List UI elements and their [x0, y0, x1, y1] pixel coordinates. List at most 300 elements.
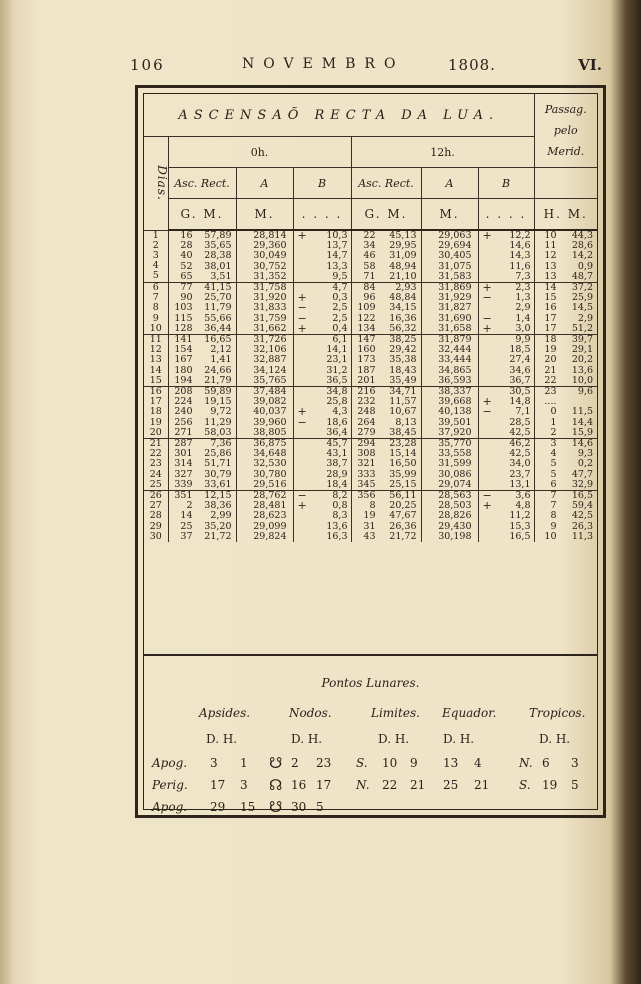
b-value-0h-num: 16,3	[326, 530, 348, 542]
a-value-0h: 30,780	[253, 468, 287, 480]
sign: +	[297, 405, 307, 419]
meridian-passage-deg: 13	[544, 270, 557, 282]
asc-rect-0h-min: 12,15	[204, 490, 232, 502]
a-value-0h: 38,805	[253, 426, 287, 438]
asc-rect-0h-deg: 351	[174, 490, 193, 502]
sign: +	[297, 499, 307, 513]
b-value-0h-num: 36,5	[326, 374, 348, 386]
sign	[479, 532, 497, 542]
day-number-cell	[144, 335, 168, 387]
day-group	[144, 335, 597, 387]
a-value-12h: 36,593	[438, 374, 472, 386]
asc-rect-12h-deg: 294	[357, 438, 376, 450]
day-number: 28	[149, 510, 162, 522]
day-number: 20	[149, 426, 162, 438]
sign	[294, 355, 312, 365]
asc-rect-0h-min: 25,70	[204, 292, 232, 304]
asc-rect-0h-min: 21,79	[204, 374, 232, 386]
asc-rect-12h-deg: 19	[363, 510, 376, 522]
meridian-passage-deg: 4	[550, 448, 557, 460]
pontos-no-h: 5	[316, 800, 324, 814]
meridian-passage-min: 15,9	[571, 426, 593, 438]
day-group	[144, 491, 597, 543]
meridian-passage-deg: 10	[544, 230, 557, 241]
asc-rect-0h-min: 38,36	[204, 500, 232, 512]
b-value-12h-num: 9,9	[515, 334, 531, 346]
meridian-passage-min: 42,5	[571, 510, 593, 522]
a-value-0h: 30,049	[253, 250, 287, 262]
asc-rect-12h-deg: 201	[357, 374, 376, 386]
asc-rect-12h-deg: 160	[357, 344, 376, 356]
year: 1808.	[448, 56, 496, 74]
asc-rect-0h-deg: 167	[174, 354, 193, 366]
meridian-passage-min: 25,9	[571, 292, 593, 304]
b-value-0h-num: 18,6	[326, 416, 348, 428]
a-value-0h: 30,752	[253, 260, 287, 272]
pontos-li-d: 22	[382, 778, 398, 792]
b-value-0h-num: 8,2	[332, 490, 348, 502]
equador-header: Equador.	[442, 706, 497, 720]
asc-rect-12h-deg: 345	[357, 478, 376, 490]
meridian-passage	[535, 532, 598, 542]
b-value-12h-num: 14,8	[509, 396, 531, 408]
meridian-passage-min: 48,7	[571, 270, 593, 282]
sign	[294, 366, 312, 376]
b-value-12h-num: 27,4	[509, 354, 531, 366]
asc-rect-12h-cell	[351, 387, 421, 439]
meridian-passage-deg: 3	[550, 438, 557, 450]
b-value-12h-cell	[478, 230, 534, 283]
pontos-ap-h: 1	[240, 756, 248, 770]
apsides-header: Apsides.	[199, 706, 251, 720]
a-value-12h: 37,920	[438, 426, 472, 438]
day-number: 11	[149, 334, 162, 346]
b-value-0h	[294, 321, 348, 335]
a-value-12h: 31,869	[438, 282, 472, 294]
day-number: 12	[149, 344, 162, 356]
a-value-0h: 28,481	[253, 500, 287, 512]
asc-rect-0h-min: 57,89	[204, 230, 232, 241]
meridian-passage-deg: 9	[550, 520, 557, 532]
meridian-passage-deg: 22	[544, 374, 557, 386]
col-b-header-0: B	[293, 168, 351, 199]
pontos-lim-s: S.	[356, 756, 368, 770]
a-value-12h: 31,658	[438, 322, 472, 334]
asc-rect-0h-min: 58,03	[204, 426, 232, 438]
a-value-12h: 28,563	[438, 490, 472, 502]
asc-rect-0h-deg: 339	[174, 478, 193, 490]
b-value-12h-num: 11,2	[509, 510, 531, 522]
meridian-passage-deg: 16	[544, 302, 557, 314]
sign	[479, 262, 497, 272]
meridian-passage-deg: 2	[550, 426, 557, 438]
asc-rect-12h-min: 11,57	[389, 396, 417, 408]
meridian-passage-deg: 17	[544, 322, 557, 334]
sign	[479, 251, 497, 261]
a-value-12h: 29,430	[438, 520, 472, 532]
b-value-12h	[479, 428, 531, 438]
sign	[479, 449, 497, 459]
meridian-passage-deg: 23	[544, 386, 557, 398]
meridian-passage-deg: 12	[544, 250, 557, 262]
sign	[294, 522, 312, 532]
meridian-passage-deg: 11	[544, 240, 557, 252]
asc-rect-12h-min: 29,42	[389, 344, 417, 356]
asc-rect-12h-min: 21,10	[389, 270, 417, 282]
a-value-12h: 31,827	[438, 302, 472, 314]
day-number: 24	[149, 468, 162, 480]
pontos-lim-s: N.	[356, 778, 370, 792]
sign	[479, 366, 497, 376]
b-value-0h-num: 14,1	[326, 344, 348, 356]
meridian-passage-min: 14,6	[571, 438, 593, 450]
pontos-ap-d: 29	[210, 800, 226, 814]
meridian-passage-min: 14,5	[571, 302, 593, 314]
a-value-0h: 40,037	[253, 406, 287, 418]
asc-rect-12h-min: 35,49	[389, 374, 417, 386]
day-number-cell	[144, 387, 168, 439]
pontos-row	[144, 800, 597, 818]
pontos-nodo-sym: ☋	[269, 754, 283, 772]
asc-rect-0h-deg: 301	[174, 448, 193, 460]
b-value-0h	[294, 272, 348, 282]
asc-rect-12h-deg: 333	[357, 468, 376, 480]
day-number: 6	[152, 282, 159, 294]
sign: +	[297, 291, 307, 305]
sign	[294, 387, 312, 397]
b-value-0h-num: 10,3	[326, 230, 348, 241]
meridian-passage-deg: 6	[550, 478, 557, 490]
pontos-lunares	[144, 654, 597, 816]
a-value-12h-cell	[421, 439, 478, 491]
meridian-passage-min: 0,2	[577, 458, 593, 470]
sign	[479, 418, 497, 428]
day-number: 8	[152, 302, 159, 314]
asc-rect-12h-min: 48,84	[389, 292, 417, 304]
pontos-tr-d: 6	[542, 756, 550, 770]
a-value-0h: 29,516	[253, 478, 287, 490]
sign	[294, 345, 312, 355]
meridian-passage-deg: 21	[544, 364, 557, 376]
meridian-passage-deg: 1	[550, 416, 557, 428]
sign: +	[482, 281, 492, 295]
meridian-passage-deg: 20	[544, 354, 557, 366]
a-value-0h: 34,124	[253, 364, 287, 376]
pontos-ap-d: 3	[210, 756, 218, 770]
b-value-0h-num: 43,1	[326, 448, 348, 460]
asc-rect-0h-min: 2,99	[210, 510, 232, 522]
pontos-ap-h: 15	[240, 800, 256, 814]
b-value-12h-num: 14,3	[509, 250, 531, 262]
b-value-0h-cell	[293, 439, 351, 491]
asc-rect-0h-deg: 28	[180, 240, 193, 252]
asc-rect-0h-deg: 271	[174, 426, 193, 438]
col-a-header-0: A	[236, 168, 293, 199]
meridian-passage-deg: 19	[544, 344, 557, 356]
sign	[294, 511, 312, 521]
b-value-12h-num: 34,0	[509, 458, 531, 470]
unit-hm: H. M.	[534, 199, 597, 231]
a-value-12h: 31,879	[438, 334, 472, 346]
pontos-label: Apog.	[152, 800, 188, 814]
pontos-dh-row	[144, 732, 597, 750]
asc-rect-0h-min: 19,15	[204, 396, 232, 408]
a-value-12h: 31,929	[438, 292, 472, 304]
asc-rect-0h-min: 30,79	[204, 468, 232, 480]
col-a-header-12: A	[421, 168, 478, 199]
b-value-12h-num: 1,3	[515, 292, 531, 304]
b-value-12h-num: 12,2	[509, 230, 531, 241]
a-value-12h-cell	[421, 283, 478, 335]
day-group	[144, 230, 597, 283]
b-value-12h	[479, 532, 531, 542]
b-value-12h-num: 36,7	[509, 374, 531, 386]
pontos-no-d: 2	[291, 756, 299, 770]
b-value-12h-num: 2,9	[515, 302, 531, 314]
meridian-passage-cell	[534, 491, 597, 543]
sign	[294, 335, 312, 345]
meridian-passage-min: 13,6	[571, 364, 593, 376]
table-body	[144, 230, 597, 542]
day-group	[144, 283, 597, 335]
meridian-passage-min: 32,9	[571, 478, 593, 490]
sign: +	[482, 321, 492, 335]
asc-rect-0h-deg: 208	[174, 386, 193, 398]
meridian-passage-deg: 0	[550, 406, 557, 418]
asc-rect-12h-min: 45,13	[389, 230, 417, 241]
meridian-passage-min: 11,5	[571, 406, 593, 418]
asc-rect-0h-cell	[168, 283, 236, 335]
asc-rect-12h-deg: 321	[357, 458, 376, 470]
asc-rect-0h-deg: 154	[174, 344, 193, 356]
a-value-12h-cell	[421, 230, 478, 283]
day-number: 16	[149, 386, 162, 398]
asc-rect-0h-min: 25,86	[204, 448, 232, 460]
asc-rect-12h-cell	[351, 491, 421, 543]
asc-rect-0h-deg: 115	[174, 312, 193, 324]
a-value-0h: 37,484	[253, 386, 287, 398]
a-value-0h: 29,360	[253, 240, 287, 252]
b-value-12h-cell	[478, 283, 534, 335]
pontos-ap-h: 3	[240, 778, 248, 792]
day-number: 13	[149, 354, 162, 366]
asc-rect-12h-min: 2,93	[395, 282, 417, 294]
asc-rect-0h-deg: 52	[180, 260, 193, 272]
day-number: 2	[152, 239, 159, 251]
asc-rect-0h-min: 35,65	[204, 240, 232, 252]
asc-rect-12h-min: 48,94	[389, 260, 417, 272]
a-value-12h-cell	[421, 387, 478, 439]
b-value-0h-num: 8,3	[332, 510, 348, 522]
day-group	[144, 439, 597, 491]
asc-rect-12h-deg: 84	[363, 282, 376, 294]
meridian-passage-min: 47,7	[571, 468, 593, 480]
sign	[294, 532, 312, 542]
a-value-12h: 39,501	[438, 416, 472, 428]
asc-rect-0h-deg: 40	[180, 250, 193, 262]
asc-rect-12h-min: 38,45	[389, 426, 417, 438]
asc-rect-12h-deg: 147	[357, 334, 376, 346]
sign	[479, 470, 497, 480]
b-value-0h-num: 23,1	[326, 354, 348, 366]
asc-rect-12h-deg: 46	[363, 250, 376, 262]
b-value-12h-num: 11,6	[509, 260, 531, 272]
asc-rect-0h-deg: 194	[174, 374, 193, 386]
asc-rect-12h-deg: 173	[357, 354, 376, 366]
sign	[479, 335, 497, 345]
a-value-0h: 28,762	[253, 490, 287, 502]
sign	[479, 355, 497, 365]
sign	[479, 459, 497, 469]
b-value-0h-cell	[293, 387, 351, 439]
a-value-12h: 40,138	[438, 406, 472, 418]
meridian-passage-deg: 13	[544, 260, 557, 272]
dh-tropicos: D. H.	[539, 732, 571, 746]
a-value-0h: 32,887	[253, 354, 287, 366]
day-number: 26	[149, 490, 162, 502]
pontos-title: Pontos Lunares.	[321, 676, 420, 690]
asc-rect-12h	[352, 480, 421, 490]
a-value-0h: 39,082	[253, 396, 287, 408]
asc-rect-0h	[169, 532, 236, 542]
day-number: 21	[149, 438, 162, 450]
b-value-12h-num: 14,6	[509, 240, 531, 252]
asc-rect-0h-deg: 224	[174, 396, 193, 408]
table-title: ASCENSAÕ RECTA DA LUA.	[144, 94, 534, 137]
a-value-0h: 28,814	[253, 230, 287, 241]
a-value-12h-cell	[421, 491, 478, 543]
asc-rect-0h-deg: 128	[174, 322, 193, 334]
pontos-nodo-sym: ☋	[269, 798, 283, 816]
asc-rect-12h-deg: 34	[363, 240, 376, 252]
asc-rect-header-0: Asc. Rect.	[168, 168, 236, 199]
day-number: 14	[149, 364, 162, 376]
b-value-0h-cell	[293, 335, 351, 387]
unit-gm-0: G. M.	[168, 199, 236, 231]
asc-rect-12h-min: 15,14	[389, 448, 417, 460]
meridian-passage-deg: 8	[550, 510, 557, 522]
b-value-12h-cell	[478, 439, 534, 491]
limites-header: Limites.	[371, 706, 420, 720]
asc-rect-0h-min: 7,36	[210, 438, 232, 450]
asc-rect-12h-deg: 232	[357, 396, 376, 408]
b-value-0h-num: 2,5	[332, 302, 348, 314]
b-value-0h-num: 2,5	[332, 312, 348, 324]
sign	[294, 470, 312, 480]
asc-rect-12h-min: 38,25	[389, 334, 417, 346]
meridian-passage-deg: 5	[550, 458, 557, 470]
b-value-12h-num: 15,3	[509, 520, 531, 532]
sign	[294, 439, 312, 449]
asc-rect-12h-min: 56,11	[389, 490, 417, 502]
b-value-12h-cell	[478, 335, 534, 387]
dh-nodos: D. H.	[291, 732, 323, 746]
meridian-passage-min: 26,3	[571, 520, 593, 532]
asc-rect-header-12: Asc. Rect.	[351, 168, 421, 199]
pontos-tr-h: 3	[571, 756, 579, 770]
sign	[479, 522, 497, 532]
a-value-0h-cell	[236, 283, 293, 335]
asc-rect-0h-min: 2,12	[210, 344, 232, 356]
asc-rect-0h-min: 1,41	[210, 354, 232, 366]
asc-rect-12h-cell	[351, 439, 421, 491]
asc-rect-0h-deg: 103	[174, 302, 193, 314]
sign: −	[482, 489, 492, 503]
asc-rect-12h-min: 35,99	[389, 468, 417, 480]
asc-rect-12h	[352, 428, 421, 438]
pontos-tr-s: S.	[519, 778, 531, 792]
b-value-12h-num: 28,5	[509, 416, 531, 428]
b-value-12h-num: 16,5	[509, 530, 531, 542]
b-value-12h-num: 7,1	[515, 406, 531, 418]
page-number: 106	[130, 56, 165, 74]
asc-rect-12h-deg: 71	[363, 270, 376, 282]
asc-rect-12h-min: 34,15	[389, 302, 417, 314]
a-value-12h: 30,086	[438, 468, 472, 480]
pontos-eq-d: 25	[443, 778, 459, 792]
b-value-12h-cell	[478, 387, 534, 439]
a-value-0h: 31,920	[253, 292, 287, 304]
pontos-no-d: 30	[291, 800, 307, 814]
b-value-12h-cell	[478, 491, 534, 543]
asc-rect-0h-cell	[168, 335, 236, 387]
a-value-0h: 31,833	[253, 302, 287, 314]
asc-rect-0h-min: 51,71	[204, 458, 232, 470]
sign	[479, 439, 497, 449]
asc-rect-12h-min: 47,67	[389, 510, 417, 522]
table-frame	[135, 85, 606, 818]
meridian-passage-min: 10,0	[571, 374, 593, 386]
a-value-0h: 31,662	[253, 322, 287, 334]
sign: +	[482, 499, 492, 513]
a-value-12h: 29,694	[438, 240, 472, 252]
meridian-passage-min: 2,9	[577, 312, 593, 324]
asc-rect-0h-deg: 14	[180, 510, 193, 522]
meridian-passage-cell	[534, 335, 597, 387]
day-number: 19	[149, 416, 162, 428]
dh-limites: D. H.	[378, 732, 410, 746]
a-value-0h: 39,960	[253, 416, 287, 428]
asc-rect-12h-cell	[351, 230, 421, 283]
day-number-cell	[144, 283, 168, 335]
meridian-passage-min: 16,5	[571, 490, 593, 502]
meridian-passage-cell	[534, 387, 597, 439]
asc-rect-0h-deg: 287	[174, 438, 193, 450]
asc-rect-0h	[169, 428, 236, 438]
pontos-nodo-sym: ☊	[269, 776, 283, 794]
b-value-12h-num: 3,0	[515, 322, 531, 334]
meridian-passage-deg: 10	[544, 530, 557, 542]
asc-rect-0h-min: 33,61	[204, 478, 232, 490]
pontos-label: Apog.	[152, 756, 188, 770]
a-value-0h: 32,106	[253, 344, 287, 356]
asc-rect-12h-min: 16,36	[389, 312, 417, 324]
sign	[294, 272, 312, 282]
pontos-li-d: 10	[382, 756, 398, 770]
b-value-12h-num: 1,4	[515, 312, 531, 324]
dh-equador: D. H.	[443, 732, 475, 746]
b-value-0h	[294, 376, 348, 386]
sign	[479, 241, 497, 251]
asc-rect-0h-min: 35,20	[204, 520, 232, 532]
meridian-passage	[535, 324, 598, 334]
meridian-passage	[535, 376, 598, 386]
asc-rect-12h-cell	[351, 283, 421, 335]
b-value-12h-num: 3,6	[515, 490, 531, 502]
tropicos-header: Tropicos.	[529, 706, 586, 720]
day-number: 17	[149, 396, 162, 408]
pontos-label: Perig.	[152, 778, 188, 792]
